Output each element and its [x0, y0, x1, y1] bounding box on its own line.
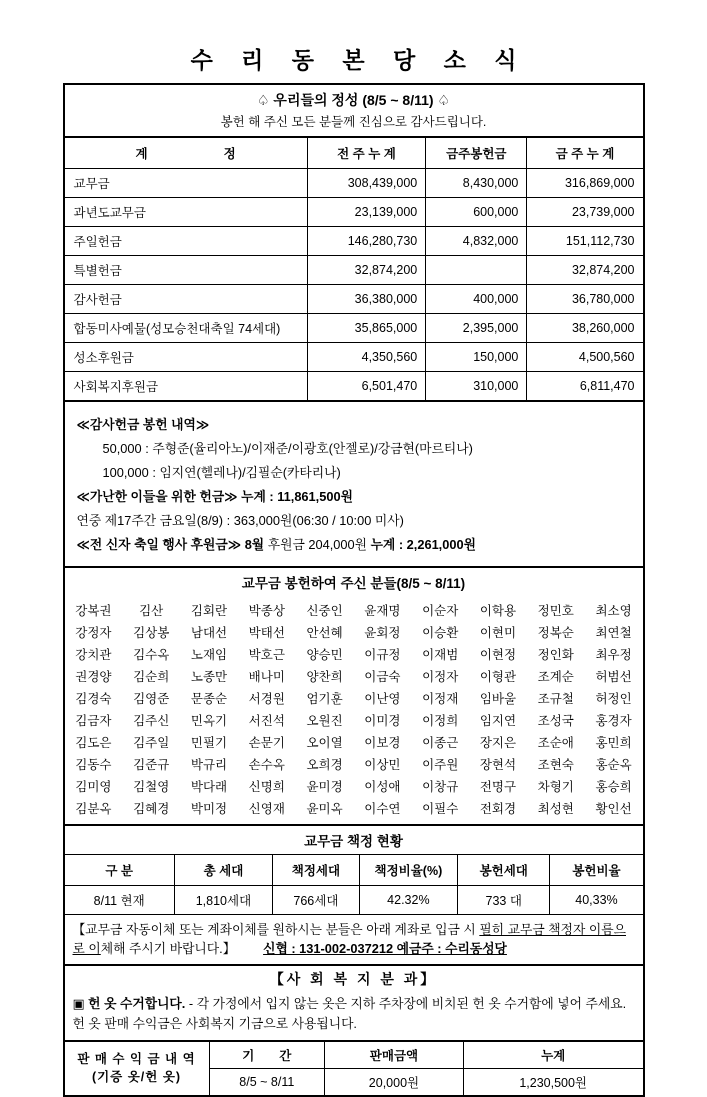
table-cell: 766세대 [273, 886, 360, 915]
table-cell: 최소영 [595, 604, 632, 618]
col-header-prev-total: 전 주 누 계 [307, 138, 425, 169]
table-cell: 146,280,730 [307, 227, 425, 256]
table-cell: 임바울 [479, 692, 517, 706]
table-cell: 김혜경 [133, 802, 170, 816]
table-cell: 감사헌금 [65, 285, 308, 314]
welfare-notice-body: - 각 가정에서 입지 않는 옷은 지하 주차장에 비치된 헌 옷 수거함에 넣어 주세요. 헌 옷 판매 수익금은 사회복지 기금으로 사용됩니다. [72, 996, 627, 1031]
table-cell: 배나미 [248, 670, 285, 684]
table-cell: 이정재 [422, 692, 459, 706]
table-row [65, 256, 643, 285]
table-cell: 강정자 [75, 626, 112, 640]
table-row [65, 285, 643, 314]
table-cell: 이보경 [364, 736, 401, 750]
table-cell: 차형기 [537, 780, 574, 794]
table-cell: 홍순옥 [595, 758, 632, 772]
col-header-period: 기 간 [209, 1042, 325, 1069]
table-cell: 40,33% [550, 886, 643, 915]
col-header-account [65, 138, 308, 169]
table-cell: 이수연 [364, 802, 401, 816]
table-cell: 이정희 [422, 714, 459, 728]
col-header-pledged-households: 책정세대 [273, 855, 360, 886]
table-cell: 노재임 [190, 648, 228, 662]
table-cell: 홍승희 [595, 780, 632, 794]
table-cell: 김분옥 [75, 802, 112, 816]
table-cell: 이종근 [422, 736, 459, 750]
table-cell: 6,811,470 [527, 372, 643, 401]
table-cell: 전명구 [479, 780, 517, 794]
table-cell: 2,395,000 [426, 314, 527, 343]
table-cell: 이창규 [422, 780, 459, 794]
thanks-item [77, 462, 633, 481]
bank-transfer-notice [65, 914, 643, 964]
table-cell: 310,000 [426, 372, 527, 401]
table-cell: 이학용 [479, 604, 517, 618]
table-cell: 노종만 [190, 670, 228, 684]
table-row [65, 709, 643, 731]
offering-table-section [65, 136, 643, 400]
table-cell: 남대선 [190, 626, 228, 640]
table-cell: 32,874,200 [527, 256, 643, 285]
sales-header-row [65, 1042, 643, 1069]
table-cell: 허정인 [595, 692, 632, 706]
table-cell: 정민호 [537, 604, 574, 618]
table-cell: 김주신 [133, 714, 170, 728]
table-cell: 김순희 [133, 670, 170, 684]
table-cell: 성소후원금 [65, 343, 308, 372]
thanks-item-amount: 100,000 : [102, 465, 156, 480]
offering-table-body [65, 169, 643, 401]
table-cell: 박호근 [248, 648, 285, 662]
welfare-notice-lead: ▣ 헌 옷 수거합니다. [72, 996, 186, 1012]
table-cell: 윤미경 [306, 780, 343, 794]
table-cell: 김경숙 [75, 692, 112, 706]
table-row [65, 643, 643, 665]
table-cell: 42.32% [359, 886, 457, 915]
table-cell: 서경원 [248, 692, 285, 706]
table-cell: 서진석 [248, 714, 285, 728]
table-cell: 6,501,470 [307, 372, 425, 401]
table-cell: 조성국 [537, 714, 574, 728]
table-cell: 32,874,200 [307, 256, 425, 285]
table-cell: 조규철 [537, 692, 574, 706]
table-cell: 김산 [139, 604, 164, 618]
assessment-table-body [65, 886, 643, 915]
table-cell: 최성현 [537, 802, 574, 816]
table-row [65, 599, 643, 621]
table-cell: 윤회정 [364, 626, 401, 640]
col-header-total-households: 총 세대 [174, 855, 272, 886]
table-cell: 이순자 [422, 604, 459, 618]
table-cell: 김수옥 [133, 648, 170, 662]
donor-names-body [65, 599, 643, 819]
table-row [65, 731, 643, 753]
thanks-item-amount: 50,000 : [102, 441, 149, 456]
welfare-notice [65, 993, 643, 1039]
offering-subtitle: 봉헌 해 주신 모든 분들께 진심으로 감사드립니다. [220, 115, 487, 129]
sales-table-section [65, 1040, 643, 1095]
assessment-header-row [65, 855, 643, 886]
table-cell: 홍민희 [595, 736, 632, 750]
transfer-text-end: 체해 주시기 바랍니다.】 [100, 941, 236, 957]
table-cell: 36,380,000 [307, 285, 425, 314]
table-cell: 강복권 [75, 604, 112, 618]
table-cell: 151,112,730 [527, 227, 643, 256]
table-cell: 38,260,000 [527, 314, 643, 343]
table-cell: 김도은 [75, 736, 112, 750]
table-cell: 이주원 [422, 758, 459, 772]
feast-fund-amount: 후원금 204,000원 [267, 537, 367, 552]
table-cell: 이성애 [364, 780, 401, 794]
col-header-category: 구 분 [65, 855, 175, 886]
offering-header-section [65, 85, 643, 136]
bulletin-page [0, 42, 707, 1097]
table-cell: 과년도교무금 [65, 198, 308, 227]
poor-fund-line [77, 486, 633, 505]
table-row [65, 886, 643, 915]
table-row [65, 314, 643, 343]
table-cell: 이난영 [364, 692, 401, 706]
table-row [65, 198, 643, 227]
table-row [65, 621, 643, 643]
account-header-left: 계 [135, 147, 148, 161]
table-cell: 강치관 [75, 648, 112, 662]
bulletin-body [63, 83, 645, 1097]
sales-label-cell [65, 1042, 210, 1095]
offering-title: ♤ 우리들의 정성 (8/5 ~ 8/11) ♤ [256, 92, 451, 108]
offering-table [65, 138, 643, 400]
transfer-text-underlined: 필히 교무금 책정자 이름으로 이 [72, 922, 626, 957]
table-cell: 박규리 [190, 758, 228, 772]
table-row [65, 169, 643, 198]
table-row [65, 775, 643, 797]
poor-fund-total: 누계 : 11,861,500원 [241, 489, 353, 504]
table-cell: 이상민 [364, 758, 401, 772]
sales-table [65, 1042, 643, 1095]
table-cell: 양찬희 [306, 670, 343, 684]
table-cell: 600,000 [426, 198, 527, 227]
table-cell: 김영준 [133, 692, 170, 706]
table-cell: 이금숙 [364, 670, 401, 684]
table-cell: 4,832,000 [426, 227, 527, 256]
thanks-item [77, 438, 633, 457]
table-cell: 임지연 [479, 714, 517, 728]
table-cell: 1,810세대 [174, 886, 272, 915]
table-cell: 주일헌금 [65, 227, 308, 256]
table-cell: 신영재 [248, 802, 285, 816]
table-cell: 황인선 [595, 802, 632, 816]
assessment-section-title: 교무금 책정 현황 [65, 824, 643, 854]
table-cell: 정복순 [537, 626, 574, 640]
assessment-table [65, 855, 643, 914]
table-cell: 양승민 [306, 648, 343, 662]
col-header-offering-households: 봉헌세대 [458, 855, 550, 886]
table-cell: 4,500,560 [527, 343, 643, 372]
donors-section-title: 교무금 봉헌하여 주신 분들(8/5 ~ 8/11) [65, 566, 643, 596]
table-cell: 엄기훈 [306, 692, 343, 706]
table-cell: 홍경자 [595, 714, 632, 728]
table-cell: 합동미사예물(성모승천대축일 74세대) [65, 314, 308, 343]
table-cell: 733 대 [458, 886, 550, 915]
thanks-item-names: 주형준(율리아노)/이재준/이광호(안젤로)/강금현(마르티나) [152, 441, 473, 456]
feast-fund-title: ≪전 신자 축일 행사 후원금≫ 8월 [76, 537, 265, 552]
table-cell: 박종상 [248, 604, 285, 618]
table-cell: 김미영 [75, 780, 112, 794]
table-cell: 김주일 [133, 736, 170, 750]
table-cell: 김금자 [75, 714, 112, 728]
welfare-section-title: 【사 회 복 지 분 과】 [65, 964, 643, 993]
poor-fund-detail: 연중 제17주간 금요일(8/9) : 363,000원(06:30 / 10:00 미사) [76, 513, 404, 528]
table-cell: 최연철 [595, 626, 632, 640]
table-cell: 신중인 [306, 604, 343, 618]
table-row [65, 665, 643, 687]
table-cell: 정인화 [537, 648, 574, 662]
table-cell: 36,780,000 [527, 285, 643, 314]
thanks-item-names: 임지연(헬레나)/김필순(카타리나) [159, 465, 341, 480]
table-cell: 이재범 [422, 648, 459, 662]
table-row [65, 372, 643, 401]
table-cell: 장지은 [479, 736, 517, 750]
table-cell: 교무금 [65, 169, 308, 198]
account-header-right: 정 [223, 147, 236, 161]
bank-account-number: 신협 : 131-002-037212 예금주 : 수리동성당 [263, 941, 507, 957]
table-cell: 김준규 [133, 758, 170, 772]
table-cell: 오희경 [306, 758, 343, 772]
donation-notes-section [65, 400, 643, 566]
table-cell: 허범선 [595, 670, 632, 684]
sales-amount: 20,000원 [325, 1068, 464, 1095]
table-cell: 오원진 [306, 714, 343, 728]
table-cell: 316,869,000 [527, 169, 643, 198]
table-cell: 23,739,000 [527, 198, 643, 227]
assessment-table-section [65, 854, 643, 914]
page-title: 수 리 동 본 당 소 식 [190, 47, 528, 73]
table-cell: 김동수 [75, 758, 112, 772]
table-cell: 4,350,560 [307, 343, 425, 372]
table-cell: 사회복지후원금 [65, 372, 308, 401]
table-cell: 조현숙 [537, 758, 574, 772]
table-cell: 오이열 [306, 736, 343, 750]
table-cell: 8/11 현재 [65, 886, 175, 915]
table-cell: 손문기 [248, 736, 285, 750]
table-cell: 민필기 [190, 736, 228, 750]
offering-table-header-row [65, 138, 643, 169]
table-cell: 특별헌금 [65, 256, 308, 285]
table-cell: 신명희 [248, 780, 285, 794]
table-cell: 이필수 [422, 802, 459, 816]
table-cell: 윤미옥 [306, 802, 343, 816]
table-cell: 이정자 [422, 670, 459, 684]
col-header-week-offering: 금주봉헌금 [426, 138, 527, 169]
table-cell: 윤재명 [364, 604, 401, 618]
table-cell [426, 256, 527, 285]
table-row [65, 343, 643, 372]
sales-period: 8/5 ~ 8/11 [209, 1068, 325, 1095]
feast-fund-total: 누계 : 2,261,000원 [370, 537, 476, 552]
col-header-offering-rate: 봉헌비율 [550, 855, 643, 886]
table-cell: 박다래 [190, 780, 228, 794]
table-cell: 전회경 [479, 802, 517, 816]
table-cell: 23,139,000 [307, 198, 425, 227]
table-cell: 장현석 [479, 758, 517, 772]
donor-names-grid [65, 599, 643, 819]
table-cell: 박태선 [248, 626, 285, 640]
table-cell: 조계순 [537, 670, 574, 684]
col-header-pledge-rate: 책정비율(%) [359, 855, 457, 886]
sales-label-line1: 판 매 수 익 금 내 역 [77, 1051, 196, 1066]
table-row [65, 797, 643, 819]
col-header-week-total: 금 주 누 계 [527, 138, 643, 169]
table-cell: 이미경 [364, 714, 401, 728]
table-cell: 이승환 [422, 626, 459, 640]
table-cell: 308,439,000 [307, 169, 425, 198]
table-row [65, 687, 643, 709]
table-cell: 최우정 [595, 648, 632, 662]
table-row [65, 227, 643, 256]
table-cell: 손수옥 [248, 758, 285, 772]
thanks-offering-title: ≪감사헌금 봉헌 내역≫ [76, 417, 210, 432]
table-cell: 400,000 [426, 285, 527, 314]
table-cell: 안선혜 [306, 626, 343, 640]
transfer-text: 【교무금 자동이체 또는 계좌이체를 원하시는 분들은 아래 계좌로 입금 시 [72, 922, 480, 937]
sales-cumulative: 1,230,500원 [463, 1068, 642, 1095]
feast-fund-line [77, 534, 633, 553]
table-cell: 김회란 [190, 604, 228, 618]
table-cell: 이현정 [479, 648, 517, 662]
poor-fund-title: ≪가난한 이들을 위한 헌금≫ [76, 489, 238, 504]
table-cell: 김상봉 [133, 626, 170, 640]
table-cell: 8,430,000 [426, 169, 527, 198]
table-cell: 35,865,000 [307, 314, 425, 343]
sales-label-line2: (기증 옷/헌 옷) [91, 1070, 182, 1085]
table-cell: 이규정 [364, 648, 401, 662]
table-cell: 권경양 [75, 670, 112, 684]
col-header-sales-amount: 판매금액 [325, 1042, 464, 1069]
table-cell: 민옥기 [190, 714, 228, 728]
table-cell: 김철영 [133, 780, 170, 794]
table-cell: 조순애 [537, 736, 574, 750]
table-row [65, 753, 643, 775]
table-cell: 박미정 [190, 802, 228, 816]
table-cell: 150,000 [426, 343, 527, 372]
table-cell: 문종순 [190, 692, 228, 706]
table-cell: 이형관 [479, 670, 517, 684]
table-cell: 이현미 [479, 626, 517, 640]
account-header-split [68, 144, 304, 162]
col-header-cumulative: 누계 [463, 1042, 642, 1069]
